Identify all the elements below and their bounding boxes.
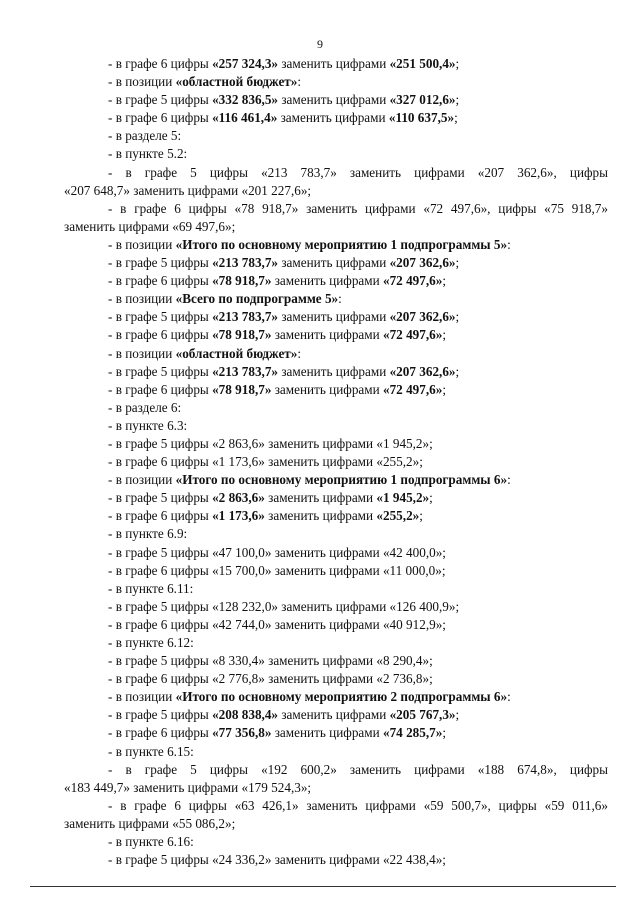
bold-text: «Итого по основному мероприятию 2 подпрограммы 6» — [175, 689, 508, 705]
text-line — [64, 670, 608, 688]
text-line — [64, 417, 608, 435]
text-line — [64, 616, 608, 634]
text-line — [64, 634, 608, 652]
text-span: - в графе 6 цифры — [108, 56, 213, 71]
text-span: заменить цифрами — [278, 707, 390, 723]
text-line — [64, 218, 608, 236]
text-line — [64, 399, 608, 417]
text-line — [64, 290, 608, 308]
text-span: ; — [455, 309, 460, 325]
bold-text: «72 497,6» — [382, 327, 443, 343]
text-span: ; — [442, 327, 446, 343]
text-line — [64, 73, 608, 91]
document-body — [64, 55, 608, 869]
text-span: : — [338, 291, 342, 307]
text-span: - в пункте 6.3: — [108, 417, 188, 433]
text-span: - в графе 6 цифры «42 744,0» заменить цифрами «40 912,9»; — [108, 616, 446, 632]
text-span: заменить цифрами — [277, 110, 389, 126]
text-span: - в разделе 5: — [108, 128, 182, 144]
text-span: - в пункте 6.12: — [108, 635, 194, 650]
bold-text: «74 285,7» — [382, 725, 443, 741]
text-span: - в графе 6 цифры «15 700,0» заменить цифрами «11 000,0»; — [108, 562, 446, 578]
text-span: - в пункте 6.15: — [108, 743, 194, 759]
text-span: - в графе 5 цифры «8 330,4» заменить цифрами «8 290,4»; — [108, 653, 433, 669]
bold-text: «77 356,8» — [212, 725, 272, 741]
text-line — [64, 743, 608, 761]
text-span: заменить цифрами — [278, 309, 390, 325]
text-line — [64, 345, 608, 363]
text-line — [64, 851, 608, 869]
text-span: ; — [442, 273, 446, 289]
bold-text: «Всего по подпрограмме 5» — [175, 291, 339, 307]
bold-text: «78 918,7» — [212, 273, 272, 289]
text-span: - в графе 5 цифры «128 232,0» заменить цифрами «126 400,9»; — [108, 598, 460, 614]
text-span: : — [507, 236, 511, 252]
bold-text: «213 783,7» — [212, 363, 279, 379]
text-span: - в графе 5 цифры «47 100,0» заменить цифрами «42 400,0»; — [108, 544, 446, 560]
text-line — [64, 688, 608, 706]
text-span: - в графе 6 цифры — [108, 508, 213, 524]
text-line — [64, 236, 608, 254]
text-span: заменить цифрами «69 497,6»; — [64, 218, 236, 234]
bold-text: «Итого по основному мероприятию 1 подпрограммы 5» — [175, 236, 508, 252]
text-span: - в позиции — [108, 689, 176, 705]
text-span: - в графе 5 цифры — [108, 255, 213, 271]
text-line — [64, 706, 608, 724]
text-line — [64, 544, 608, 562]
text-span: - в графе 6 цифры — [108, 327, 213, 343]
text-line — [64, 489, 608, 507]
text-line — [64, 435, 608, 453]
text-span: заменить цифрами — [271, 327, 383, 343]
text-line — [64, 471, 608, 489]
text-line — [64, 453, 608, 471]
text-span: - в графе 5 цифры «192 600,2» заменить цифрами «188 674,8», цифры — [108, 761, 608, 777]
bold-text: «78 918,7» — [212, 327, 272, 343]
text-line — [64, 308, 608, 326]
text-span: ; — [455, 92, 460, 108]
bold-text: «1 945,2» — [376, 490, 430, 506]
text-span: заменить цифрами — [271, 725, 383, 741]
text-span: - в графе 5 цифры «2 863,6» заменить цифрами «1 945,2»; — [108, 435, 433, 451]
bold-text: «207 362,6» — [389, 309, 456, 325]
text-span: «207 648,7» заменить цифрами «201 227,6»; — [64, 182, 312, 198]
text-span: : — [297, 345, 302, 361]
text-span: ; — [442, 725, 446, 741]
text-span: заменить цифрами — [278, 92, 390, 108]
text-span: заменить цифрами — [271, 381, 383, 397]
text-span: - в графе 6 цифры — [108, 725, 213, 741]
text-line — [64, 145, 608, 163]
text-line — [64, 761, 608, 779]
text-span: - в пункте 6.11: — [108, 580, 194, 596]
text-span: - в графе 6 цифры — [108, 381, 213, 397]
text-line — [64, 797, 608, 815]
text-span: - в разделе 6: — [108, 399, 182, 415]
text-span: заменить цифрами — [271, 273, 383, 289]
text-span: - в графе 5 цифры — [108, 309, 213, 325]
bold-text: «областной бюджет» — [175, 74, 298, 90]
bold-text: «2 863,6» — [212, 490, 265, 506]
text-span: - в графе 6 цифры — [108, 273, 213, 289]
bold-text: «116 461,4» — [212, 110, 278, 126]
bold-text: «332 836,5» — [212, 92, 279, 108]
footer-rule — [30, 886, 616, 887]
bold-text: «207 362,6» — [389, 363, 456, 379]
text-span: ; — [429, 490, 433, 506]
text-span: - в графе 5 цифры — [108, 92, 213, 108]
text-span: - в графе 6 цифры «63 426,1» заменить цифрами «59 500,7», цифры «59 011,6» — [108, 797, 608, 813]
page-number: 9 — [317, 37, 323, 51]
text-line — [64, 164, 608, 182]
text-span: - в пункте 6.16: — [108, 834, 194, 850]
text-span: - в графе 6 цифры «2 776,8» заменить цифрами «2 736,8»; — [108, 671, 433, 687]
text-span: - в графе 5 цифры — [108, 490, 213, 506]
text-span: ; — [454, 110, 458, 126]
text-span: - в пункте 5.2: — [108, 146, 188, 162]
text-span: заменить цифрами — [278, 255, 390, 271]
text-span: - в позиции — [108, 74, 176, 90]
bold-text: «208 838,4» — [212, 707, 279, 723]
bold-text: «327 012,6» — [389, 92, 456, 108]
text-span: : — [507, 472, 511, 488]
bold-text: «205 767,3» — [389, 707, 456, 723]
text-line — [64, 598, 608, 616]
bold-text: «251 500,4» — [389, 56, 456, 71]
text-line — [64, 562, 608, 580]
text-span: ; — [455, 56, 460, 71]
bold-text: «207 362,6» — [389, 255, 456, 271]
text-span: - в позиции — [108, 345, 176, 361]
text-line — [64, 272, 608, 290]
text-span: заменить цифрами «55 086,2»; — [64, 815, 236, 831]
bold-text: «Итого по основному мероприятию 1 подпрограммы 6» — [175, 472, 508, 488]
text-line — [64, 507, 608, 525]
text-line — [64, 779, 608, 797]
text-span: ; — [455, 707, 460, 723]
text-span: - в графе 6 цифры «78 918,7» заменить цифрами «72 497,6», цифры «75 918,7» — [108, 200, 608, 216]
text-line — [64, 200, 608, 218]
bold-text: «78 918,7» — [212, 381, 272, 397]
text-line — [64, 652, 608, 670]
text-line — [64, 381, 608, 399]
text-line — [64, 127, 608, 145]
text-line — [64, 580, 608, 598]
text-span: заменить цифрами — [278, 363, 390, 379]
text-line — [64, 815, 608, 833]
text-span: ; — [442, 381, 446, 397]
text-line — [64, 525, 608, 543]
text-span: - в графе 6 цифры «1 173,6» заменить цифрами «255,2»; — [108, 454, 423, 470]
text-span: : — [297, 74, 302, 90]
text-span: «183 449,7» заменить цифрами «179 524,3»; — [64, 779, 312, 795]
bold-text: «255,2» — [376, 508, 420, 524]
bold-text: «110 637,5» — [388, 110, 455, 126]
bold-text: «72 497,6» — [382, 381, 443, 397]
text-line — [64, 55, 608, 73]
bold-text: «1 173,6» — [212, 508, 265, 524]
text-line — [64, 91, 608, 109]
bold-text: «72 497,6» — [382, 273, 443, 289]
text-span: : — [507, 689, 511, 705]
text-span: заменить цифрами — [264, 508, 377, 524]
text-span: - в графе 5 цифры «213 783,7» заменить цифрами «207 362,6», цифры — [108, 164, 608, 180]
text-span: ; — [455, 363, 460, 379]
bold-text: «213 783,7» — [212, 309, 279, 325]
text-span: - в графе 5 цифры — [108, 707, 213, 723]
text-span: - в позиции — [108, 236, 176, 252]
text-line — [64, 254, 608, 272]
text-span: - в позиции — [108, 472, 176, 488]
bold-text: «213 783,7» — [212, 255, 279, 271]
text-line — [64, 109, 608, 127]
text-span: - в графе 5 цифры — [108, 363, 213, 379]
text-span: - в позиции — [108, 291, 176, 307]
text-span: - в пункте 6.9: — [108, 526, 188, 542]
bold-text: «областной бюджет» — [175, 345, 298, 361]
bold-text: «257 324,3» — [212, 56, 279, 71]
text-span: ; — [419, 508, 423, 524]
text-line — [64, 833, 608, 851]
text-line — [64, 724, 608, 742]
text-line — [64, 363, 608, 381]
text-span: заменить цифрами — [278, 56, 390, 71]
text-span: заменить цифрами — [264, 490, 377, 506]
text-span: - в графе 6 цифры — [108, 110, 213, 126]
text-line — [64, 182, 608, 200]
text-span: ; — [455, 255, 460, 271]
text-span: - в графе 5 цифры «24 336,2» заменить цифрами «22 438,4»; — [108, 852, 446, 868]
text-line — [64, 326, 608, 344]
